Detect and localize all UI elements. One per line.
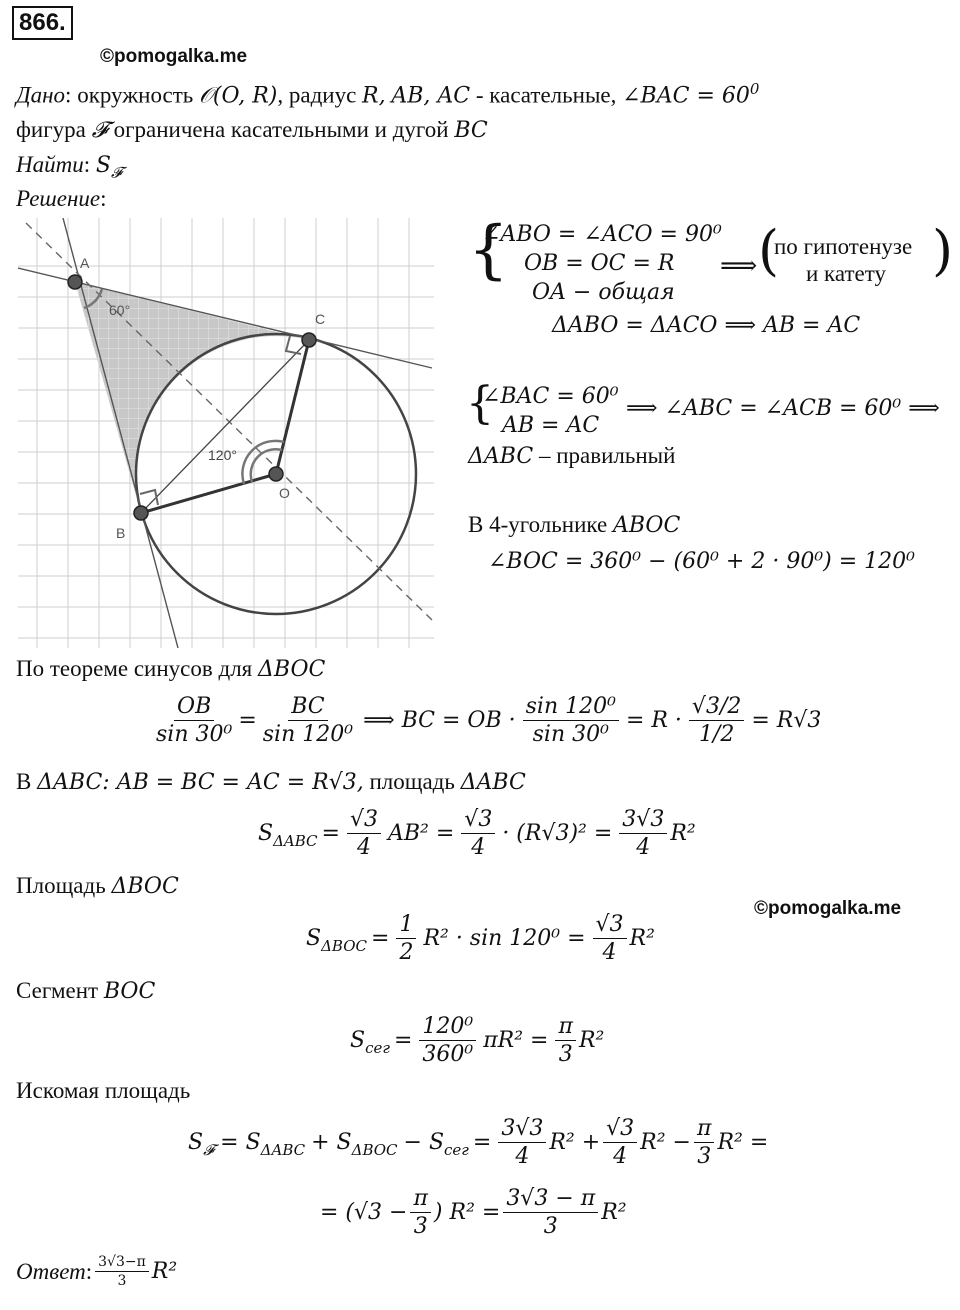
point-a [68,275,82,289]
label-c: C [315,311,326,327]
given-degree: 0 [749,80,760,98]
step1-reason-2: и катету [806,261,887,286]
total-formula-line-1: S $_𝓕$ = S $_{\Delta ABC}$ + S $_{\Delta BOC}$ − S $_{сег}$ = $\frac{3√3}{4}$ R² + $\frac{√3}{4}$ R² − $\frac{\pi}{3}$ R² = [188,1116,769,1170]
find-line: Найти: $S_𝓕$ [16,152,123,182]
step2-line-1: ∠BAC = 60⁰ [482,384,619,409]
given-figure-symbol: 𝓕 [91,118,108,143]
segment-oc [276,340,309,474]
find-sub: 𝓕 [110,163,123,182]
label-a: A [80,255,90,271]
paren-left: ( [758,219,780,282]
geometry-figure [18,218,434,648]
sines-formula: $\frac{OB}{\text{sin 30⁰}}$ = $\frac{BC}{\text{sin 120⁰}}$ ⟹ BC = OB · $\frac{\text{sin 120⁰}}{\text{sin 30⁰}}$ = R · $\frac{√3/2}{1/2}$ = R√3 [150,694,821,748]
answer-r2: R² [151,1259,178,1285]
sines-triangle: ΔBOC [258,657,326,682]
frac-sin120-sin30: $\frac{\text{sin 120⁰}}{\text{sin 30⁰}}$ [523,694,619,748]
step1-arrow: ⟹ [720,251,758,281]
solution-label-line: Решение: [16,186,107,211]
step1-line-1: ∠ABO = ∠ACO = 90⁰ [482,222,722,247]
given-tangents: AB, AC [391,83,471,109]
step3-intro: В 4-угольнике [468,512,608,537]
given-text-2: , радиус [277,82,357,108]
segment-area-formula: S $_{сег}$ = $\frac{\text{120⁰}}{\text{360⁰}}$ πR² = $\frac{\pi}{3}$ R² [350,1014,605,1068]
answer-fraction: $\frac{3√3-\pi}{3}$ [95,1254,149,1289]
total-formula-line-2: = (√3 − $\frac{\pi}{3}$ ) R² = $\frac{3√3 - \pi}{3}$ R² [320,1186,627,1240]
step2-result-line [468,443,675,469]
step3-intro-line [468,512,680,538]
answer-label: Ответ [16,1258,86,1284]
label-b: B [116,525,126,541]
watermark: ©pomogalka.me [100,46,248,67]
point-c [302,333,316,347]
given-figure-text: фигура [16,117,86,142]
step3-equation: ∠BOC = 360⁰ − (60⁰ + 2 · 90⁰) = 120⁰ [488,549,915,574]
total-intro: Искомая площадь [16,1078,191,1103]
system-brace-2: { [466,378,494,429]
label-angle-a: 60° [109,302,131,318]
step2-text: – правильный [538,443,676,468]
sines-intro-line [16,656,325,682]
given-line-2 [16,117,488,143]
find-label: Найти [16,152,84,177]
given-label: Дано [16,82,66,108]
given-figure-desc: ограничена касательными и дугой [113,117,449,142]
problem-number: 866. [12,6,73,40]
given-circle: 𝒪(O, R) [199,83,278,109]
given-radius: R, [362,83,386,109]
abc-intro-line: В ΔABC: AB = BC = AC = R√3, площадь ΔABC [16,769,526,795]
label-angle-o: 120° [208,447,237,463]
step2-line-2: AB = AC [502,413,600,438]
step2-conclusion: ⟹ ∠ABC = ∠ACB = 60⁰ ⟹ [626,396,940,421]
abc-area-formula: S $_{\Delta ABC}$ = $\frac{√3}{4}$ AB² = $\frac{√3}{4}$ · (R√3)² = $\frac{3√3}{4}$ R² [258,807,696,861]
segment-intro-line: Сегмент BOC [16,978,156,1004]
boc-area-formula: S $_{\Delta BOC}$ = $\frac{1}{2}$ R² · sin 120⁰ = $\frac{√3}{4}$ R² [306,912,655,966]
abc-sides: ΔABC: AB = BC = AC = R√3, [37,770,364,795]
solution-label: Решение [16,186,101,211]
boc-intro-line: Площадь ΔBOC [16,873,179,899]
step2-triangle: ΔABC [468,444,534,469]
given-line-1: Дано: окружность 𝒪(O, R), радиус R, AB, AC - касательные, ∠BAC = $60^0$ [16,80,760,109]
step1-result: ΔABO = ΔACO ⟹ AB = AC [552,313,861,338]
system-brace-1: { [468,213,509,287]
answer-line: Ответ : $\frac{3√3-\pi}{3}$ R² [16,1254,178,1290]
step1-reason-1: по гипотенузе [774,234,913,259]
frac-ob-sin30: $\frac{OB}{\text{sin 30⁰}}$ [156,694,233,748]
given-angle: ∠BAC = 60 [622,83,750,109]
frac-bc-sin120: $\frac{BC}{\text{sin 120⁰}}$ [262,694,354,748]
point-o [269,467,283,481]
given-text-3: - касательные, [475,82,617,108]
step1-line-2: OB = OC = R [524,251,675,276]
given-text: окружность [77,82,194,108]
paren-right: ) [932,219,954,282]
label-o: O [279,485,290,501]
step3-quad: ABOC [612,513,681,538]
frac-sqrt3-half: $\frac{√3/2}{1/2}$ [689,694,744,748]
sines-intro: По теореме синусов для [16,656,253,681]
given-arc: BC [454,118,488,143]
watermark-2: ©pomogalka.me [754,898,902,919]
point-b [134,506,148,520]
step1-line-3: OA − общая [532,280,675,305]
find-value: S [95,153,111,178]
